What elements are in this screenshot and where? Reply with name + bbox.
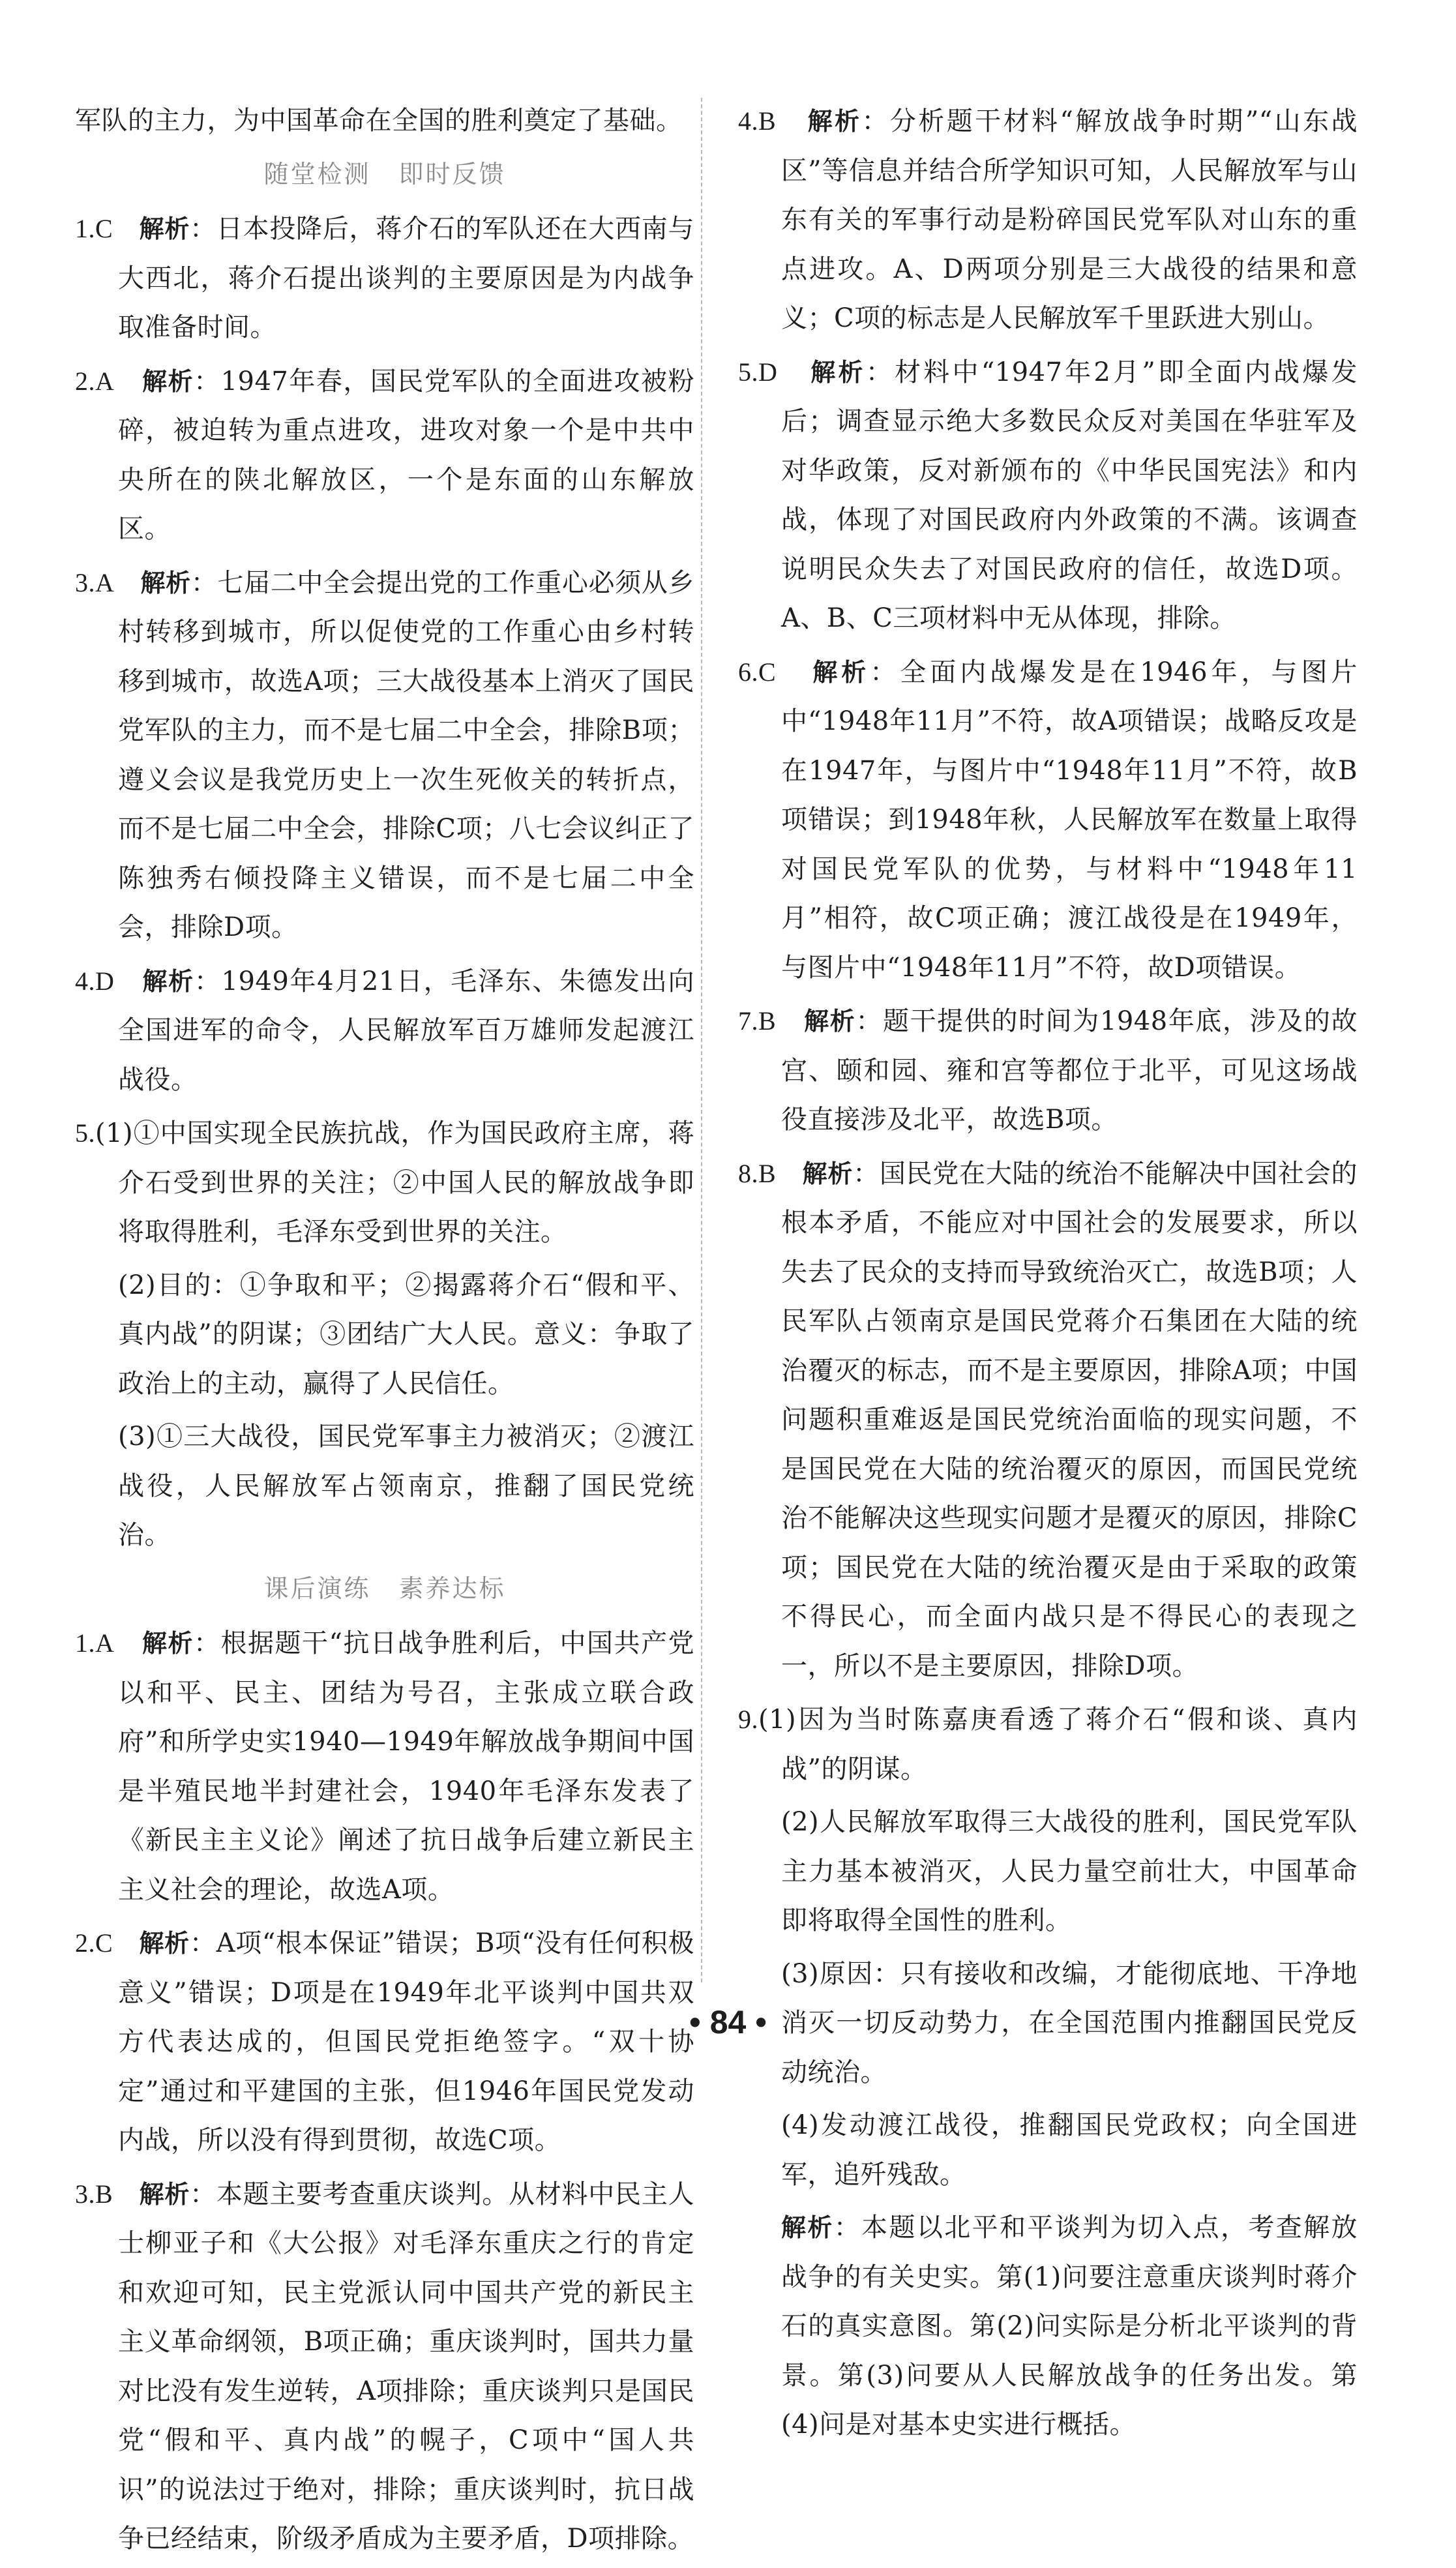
answer-label: 3.B xyxy=(75,2179,113,2209)
answer-item xyxy=(75,1619,694,1915)
answer-item-q5-part2: (2)目的：①争取和平；②揭露蒋介石“假和平、真内战”的阴谋；③团结广大人民。意义：争取了政治上的主动，赢得了人民信任。 xyxy=(118,1270,694,1399)
answer-item xyxy=(738,348,1358,644)
analysis-tag: 解析 xyxy=(140,568,191,597)
answer-label: 1.A xyxy=(75,1628,115,1658)
answer-text: ：国民党在大陆的统治不能解决中国社会的根本矛盾，不能应对中国社会的发展要求，所以失去了民众的支持而导致统治灭亡，故选B项；人民军队占领南京是国民党蒋介石集团在大陆的统治覆灭的标志，而不是主要原因，排除A项；中国问题积重难返是国民党统治面临的现实问题，不是国民党在大陆的统治覆灭的原因，而国民党统治不能解决这些现实问题才是覆灭的原因，排除C项；国民党在大陆的统治覆灭是由于采取的政策不得民心，而全面内战只是不得民心的表现之一，所以不是主要原因，排除D项。 xyxy=(781,1158,1358,1681)
answer-item xyxy=(75,357,694,554)
answer-text: ：材料中“1947年2月”即全面内战爆发后；调查显示绝大多数民众反对美国在华驻军及对华政策，反对新颁布的《中华民国宪法》和内战，体现了对国民政府内外政策的不满。该调查说明民众失去了对国民政府的信任，故选D项。A、B、C三项材料中无从体现，排除。 xyxy=(781,357,1358,633)
answer-item-q9-part4: (4)发动渡江战役，推翻国民党政权；向全国进军，追歼残敌。 xyxy=(781,2110,1358,2190)
answer-item-q9-analysis xyxy=(738,2203,1358,2450)
analysis-tag: 解析 xyxy=(142,366,194,396)
answer-item xyxy=(75,558,694,953)
dot-left: • xyxy=(689,2004,701,2040)
answer-text: ：七届二中全会提出党的工作重心必须从乡村转移到城市，所以促使党的工作重心由乡村转移到城市，故选A项；三大战役基本上消灭了国民党军队的主力，而不是七届二中全会，排除B项；遵义会议是我党历史上一次生死攸关的转折点，而不是七届二中全会，排除C项；八七会议纠正了陈独秀右倾投降主义错误，而不是七届二中全会，排除D项。 xyxy=(118,567,694,942)
answer-item-q5-part1 xyxy=(75,1109,694,1257)
answer-item xyxy=(75,1919,694,2166)
left-column xyxy=(75,97,694,2568)
analysis-tag: 解析 xyxy=(804,1007,856,1036)
answer-part: (1)①中国实现全民族抗战，作为国民政府主席，蒋介石受到世界的关注；②中国人民的解放战争即将取得胜利，毛泽东受到世界的关注。 xyxy=(95,1118,694,1247)
answer-item xyxy=(738,1149,1358,1692)
answer-item xyxy=(738,996,1358,1145)
answer-text: ：根据题干“抗日战争胜利后，中国共产党以和平、民主、团结为号召，主张成立联合政府”和所学史实1940—1949年解放战争期间中国是半殖民地半封建社会，1940年毛泽东发表了《新民主主义论》阐述了抗日战争后建立新民主主义社会的理论，故选A项。 xyxy=(118,1628,694,1905)
answer-label: 8.B xyxy=(738,1158,777,1188)
analysis-tag: 解析 xyxy=(139,1929,190,1958)
answer-part: (1)因为当时陈嘉庚看透了蒋介石“假和谈、真内战”的阴谋。 xyxy=(758,1705,1358,1784)
answer-text: ：题干提供的时间为1948年底，涉及的故宫、颐和园、雍和宫等都位于北平，可见这场战役直接涉及北平，故选B项。 xyxy=(781,1006,1358,1135)
section-title-classroom-check: 随堂检测 即时反馈 xyxy=(263,159,506,188)
answer-text: ：分析题干材料“解放战争时期”“山东战区”等信息并结合所学知识可知，人民解放军与山东有关的军事行动是粉碎国民党军队对山东的重点进攻。A、D两项分别是三大战役的结果和意义；C项的标志是人民解放军千里跃进大别山。 xyxy=(781,106,1358,333)
answer-text: ：日本投降后，蒋介石的军队还在大西南与大西北，蒋介石提出谈判的主要原因是为内战争取准备时间。 xyxy=(118,214,694,342)
analysis-tag: 解析 xyxy=(142,966,194,996)
analysis-tag: 解析 xyxy=(142,1629,194,1658)
answer-label: 7.B xyxy=(738,1006,777,1036)
answer-item xyxy=(75,2170,694,2564)
answer-text: ：全面内战爆发是在1946年，与图片中“1948年11月”不符，故A项错误；战略反攻是在1947年，与图片中“1948年11月”不符，故B项错误；到1948年秋，人民解放军在数量上取得对国民党军队的优势，与材料中“1948年11月”相符，故C项正确；渡江战役是在1949年，与图片中“1948年11月”不符，故D项错误。 xyxy=(781,657,1358,983)
answer-item-q9-part1 xyxy=(738,1695,1358,1794)
answer-label: 2.C xyxy=(75,1928,113,1958)
right-column xyxy=(738,97,1358,2454)
answer-item-q5-part3: (3)①三大战役，国民党军事主力被消灭；②渡江战役，人民解放军占领南京，推翻了国民党统治。 xyxy=(118,1422,694,1550)
answer-label: 5. xyxy=(75,1118,95,1148)
answer-text: ：A项“根本保证”错误；B项“没有任何积极意义”错误；D项是在1949年北平谈判中国共双方代表达成的，但国民党拒绝签字。“双十协定”通过和平建国的主张，但1946年国民党发动内战，所以没有得到贯彻，故选C项。 xyxy=(118,1928,694,2155)
answer-item-q9-part2: (2)人民解放军取得三大战役的胜利，国民党军队主力基本被消灭，人民力量空前壮大，中国革命即将取得全国性的胜利。 xyxy=(781,1807,1358,1935)
answer-item xyxy=(738,97,1358,344)
section-title-after-class: 课后演练 素养达标 xyxy=(263,1574,506,1603)
analysis-tag: 解析 xyxy=(802,1159,854,1188)
analysis-tag: 解析 xyxy=(807,107,862,136)
analysis-tag: 解析 xyxy=(812,657,870,687)
answer-text: ：1947年春，国民党军队的全面进攻被粉碎，被迫转为重点进攻，进攻对象一个是中共中央所在的陕北解放区，一个是东面的山东解放区。 xyxy=(118,366,694,544)
answer-label: 5.D xyxy=(738,357,778,387)
answer-item-q9-part3: (3)原因：只有接收和改编，才能彻底地、干净地消灭一切反动势力，在全国范围内推翻国民党反动统治。 xyxy=(781,1958,1358,2087)
answer-item xyxy=(75,204,694,353)
intro-paragraph: 军队的主力，为中国革命在全国的胜利奠定了基础。 xyxy=(75,106,683,136)
answer-label: 6.C xyxy=(738,657,777,687)
page-number-value: 84 xyxy=(709,2004,747,2040)
answer-label: 3.A xyxy=(75,567,115,597)
answer-item xyxy=(75,957,694,1105)
dot-right: • xyxy=(755,2004,767,2040)
answer-label: 9. xyxy=(738,1705,758,1734)
answer-label: 1.C xyxy=(75,214,113,243)
analysis-tag: 解析 xyxy=(139,2179,190,2209)
answer-text: ：1949年4月21日，毛泽东、朱德发出向全国进军的命令，人民解放军百万雄师发起渡江战役。 xyxy=(118,966,694,1095)
analysis-text: ：本题以北平和平谈判为切入点，考查解放战争的有关史实。第(1)问要注意重庆谈判时蒋介石的真实意图。第(2)问实际是分析北平谈判的背景。第(3)问要从人民解放战争的任务出发。第(4)问是对基本史实进行概括。 xyxy=(781,2213,1358,2440)
answer-item xyxy=(738,648,1358,993)
analysis-tag: 解析 xyxy=(781,2213,834,2242)
answer-label: 4.D xyxy=(75,966,115,996)
column-divider xyxy=(701,98,702,1982)
analysis-tag: 解析 xyxy=(139,215,190,243)
page-number xyxy=(0,2003,1456,2041)
analysis-tag: 解析 xyxy=(810,357,866,387)
answer-label: 2.A xyxy=(75,366,115,396)
answer-text: ：本题主要考查重庆谈判。从材料中民主人士柳亚子和《大公报》对毛泽东重庆之行的肯定和欢迎可知，民主党派认同中国共产党的新民主主义革命纲领，B项正确；重庆谈判时，国共力量对比没有发生逆转，A项排除；重庆谈判只是国民党“假和平、真内战”的幌子，C项中“国人共识”的说法过于绝对，排除；重庆谈判时，抗日战争已经结束，阶级矛盾成为主要矛盾，D项排除。 xyxy=(118,2179,694,2554)
answer-label: 4.B xyxy=(738,106,777,136)
